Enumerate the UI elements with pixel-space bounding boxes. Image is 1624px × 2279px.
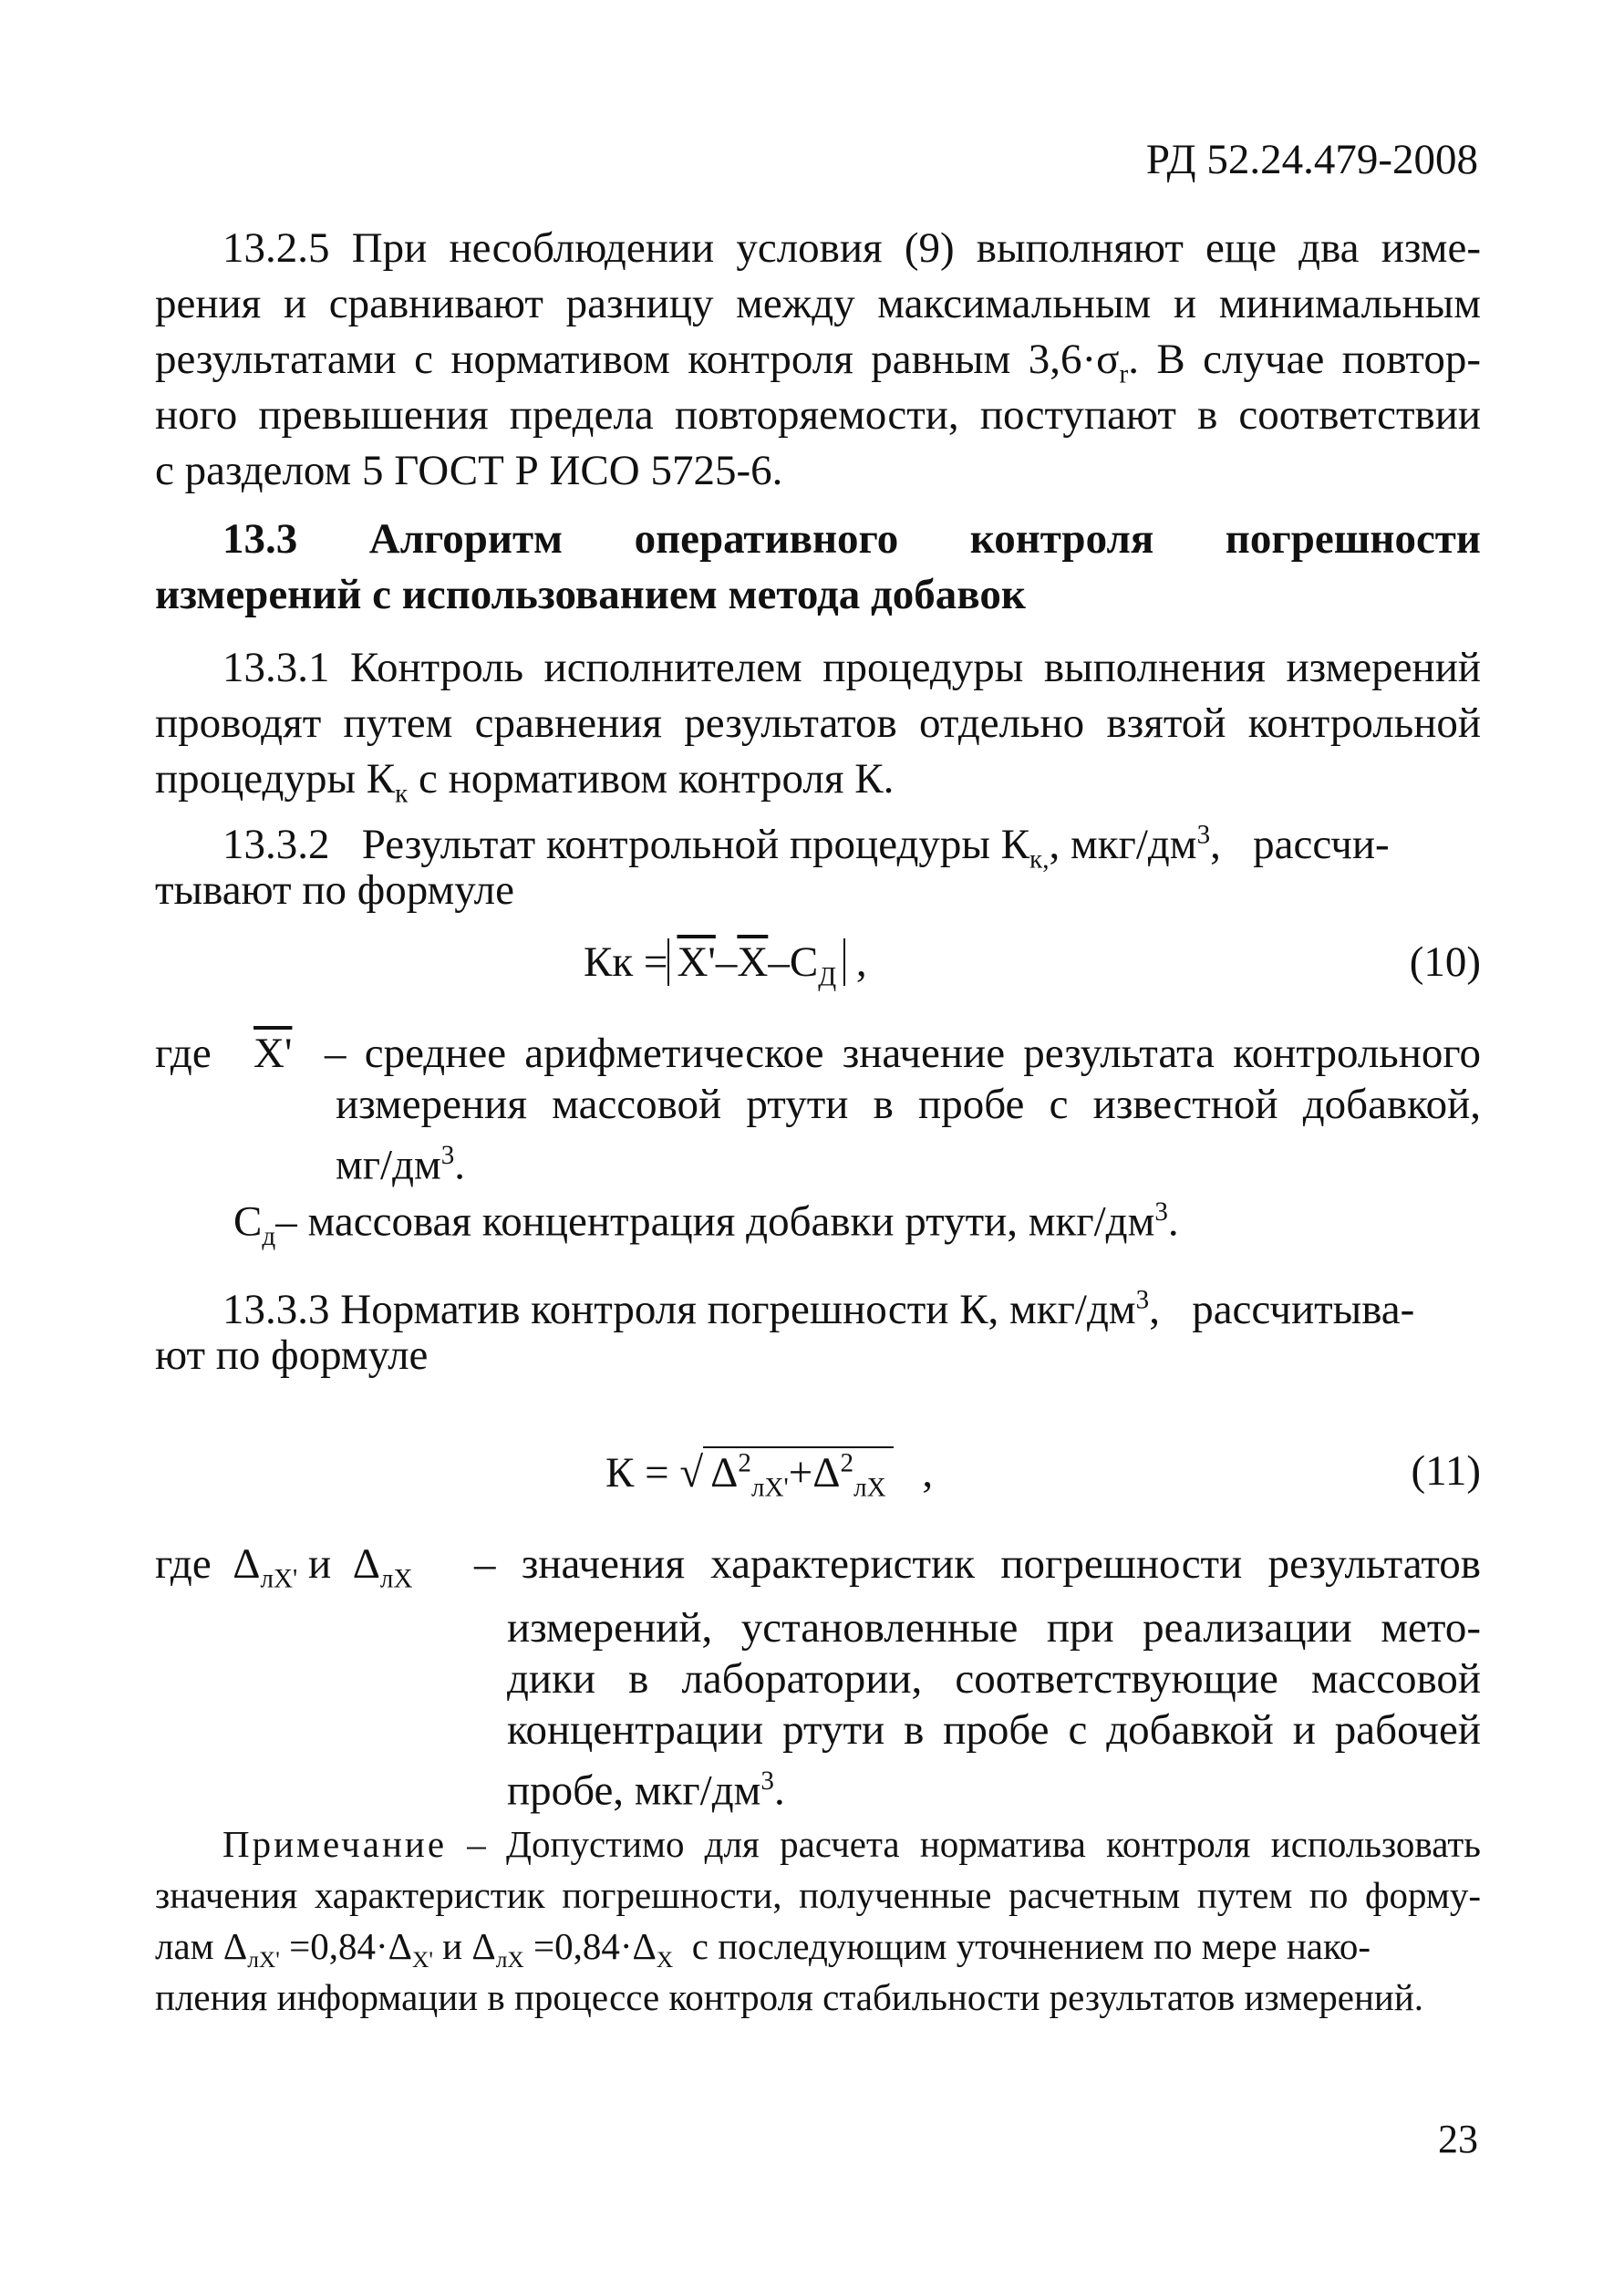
text-line: значения характеристик погрешности, полученные расчетным путем по форму- [155, 1874, 1481, 1916]
text-line [336, 1129, 465, 1192]
formula-lhs: К = [605, 1449, 669, 1497]
text-line: 13.2.5 При несоблюдении условия (9) выполняют еще два изме- [222, 224, 1481, 272]
text-run: , мкг/дм [1049, 820, 1197, 868]
subscript: д [262, 1222, 276, 1252]
heading-word: оперативного [634, 515, 899, 563]
text-run: процедуры К [155, 755, 396, 803]
text-run: =0,84·Δ [279, 1925, 412, 1967]
text-line: с разделом 5 ГОСТ Р ИСО 5725-6. [155, 447, 783, 494]
text-line: – среднее арифметическое значение результата контрольного [325, 1030, 1481, 1077]
heading-word: погрешности [1225, 515, 1481, 563]
equation-number-10: (10) [1409, 938, 1481, 986]
document-code: РД 52.24.479-2008 [1145, 136, 1478, 183]
heading-word: Алгоритм [368, 515, 564, 563]
text-run: , рассчи- [1210, 820, 1390, 868]
equation-number-11: (11) [1411, 1447, 1481, 1495]
subscript: лХ' [750, 1473, 789, 1503]
subscript: лХ [853, 1473, 886, 1503]
superscript: 3 [1154, 1197, 1168, 1227]
subscript: лХ [495, 1947, 524, 1973]
superscript: 2 [738, 1448, 751, 1478]
text-line [155, 1538, 413, 1605]
text-line: ного превышения предела повторяемости, поступают в соответствии [155, 391, 1481, 439]
text-line: пления информации в процессе контроля стабильности результатов измерений. [155, 1976, 1424, 2018]
subscript: лХ' [247, 1947, 280, 1973]
text-line: измерений, установленные при реализации мето- [507, 1604, 1481, 1652]
period: . [454, 1141, 466, 1189]
period: . [773, 1766, 785, 1815]
text-run: с последующим уточнением по мере нако- [673, 1925, 1371, 1967]
mean-x-prime-symbol: X' [253, 1030, 293, 1077]
subscript: Х [656, 1947, 674, 1973]
text-line [507, 1755, 785, 1818]
text-run: =0,84·Δ [523, 1925, 657, 1967]
superscript: 2 [840, 1448, 854, 1478]
text-run: – Допустимо для расчета норматива контроля использовать [447, 1823, 1481, 1865]
text-run: пробе, мкг/дм [507, 1766, 761, 1815]
subscript: Х' [411, 1947, 433, 1973]
text-line: ют по формуле [155, 1331, 429, 1379]
minus-sign: – [715, 938, 738, 986]
section-heading-line2: измерений с использованием метода добавок [155, 571, 1026, 618]
note-label: Примечание [222, 1823, 448, 1865]
text-run: 13.3.3 Норматив контроля погрешности К, мкг/дм [222, 1285, 1136, 1333]
conjunction: и [308, 1540, 332, 1588]
superscript: 3 [1135, 1285, 1150, 1314]
text-run: и Δ [432, 1925, 496, 1967]
text-line: – значения характеристик погрешности результатов [474, 1540, 1481, 1588]
superscript: 3 [440, 1141, 455, 1170]
formula-lhs: Кк = [584, 938, 668, 986]
formula-comma: , [922, 1449, 934, 1497]
subscript: к [395, 779, 409, 809]
radicand [703, 1446, 894, 1503]
where-label: где [155, 1030, 212, 1077]
subscript: Д [818, 962, 837, 992]
text-run: 13.3.2 Результат контрольной процедуры К [222, 820, 1030, 868]
mean-x: $\overline{X}$ [737, 938, 769, 986]
text-run: . В случае повтор- [1128, 336, 1481, 383]
delta-symbol: Δ [710, 1449, 739, 1497]
text-line: проводят путем сравнения результатов отдельно взятой контрольной [155, 699, 1481, 747]
text-line: дики в лаборатории, соответствующие массовой [507, 1655, 1481, 1703]
plus-sign: + [788, 1449, 813, 1497]
c-symbol: С [789, 938, 819, 986]
formula-11 [605, 1446, 933, 1503]
text-line: тывают по формуле [155, 866, 514, 914]
page-number: 23 [1438, 2117, 1478, 2161]
c-symbol: С [233, 1197, 263, 1246]
minus-sign: – [768, 938, 790, 986]
text-line [222, 1818, 1481, 1870]
superscript: 3 [760, 1766, 774, 1796]
section-heading [222, 513, 1481, 565]
delta-symbol: Δ [233, 1540, 261, 1588]
delta-symbol: Δ [352, 1540, 380, 1588]
text-line [222, 1273, 1414, 1336]
text-run: результатами с нормативом контроля равным 3,6·σ [155, 336, 1120, 383]
text-line: 13.3.1 Контроль исполнителем процедуры выполнения измерений [222, 644, 1481, 691]
subscript: лХ [379, 1564, 413, 1594]
period: . [1167, 1197, 1179, 1246]
text-run: лам Δ [155, 1925, 248, 1967]
absolute-value [667, 938, 845, 992]
subscript: к, [1029, 844, 1050, 875]
heading-word: контроля [969, 515, 1154, 563]
text-run: – массовая концентрация добавки ртути, мкг/дм [275, 1197, 1155, 1246]
subscript: лХ' [260, 1564, 298, 1594]
where-label: где [155, 1540, 212, 1588]
text-line: измерения массовой ртути в пробе с известной добавкой, [336, 1081, 1481, 1128]
text-line [233, 1186, 1179, 1263]
delta-symbol: Δ [812, 1449, 841, 1497]
heading-word: 13.3 [222, 515, 298, 563]
unit: мг/дм [336, 1141, 441, 1189]
text-run: , рассчитыва- [1149, 1285, 1415, 1333]
text-line: концентрации ртути в пробе с добавкой и рабочей [507, 1706, 1481, 1754]
mean-x-prime: X' [677, 938, 716, 986]
formula-comma: , [855, 938, 867, 986]
superscript: 3 [1196, 820, 1211, 849]
text-run: с нормативом контроля К. [408, 755, 895, 803]
text-line: рения и сравнивают разницу между максимальным и минимальным [155, 280, 1481, 327]
subscript: r [1119, 359, 1129, 389]
sqrt-symbol: √ [679, 1449, 704, 1497]
formula-10 [584, 937, 867, 992]
